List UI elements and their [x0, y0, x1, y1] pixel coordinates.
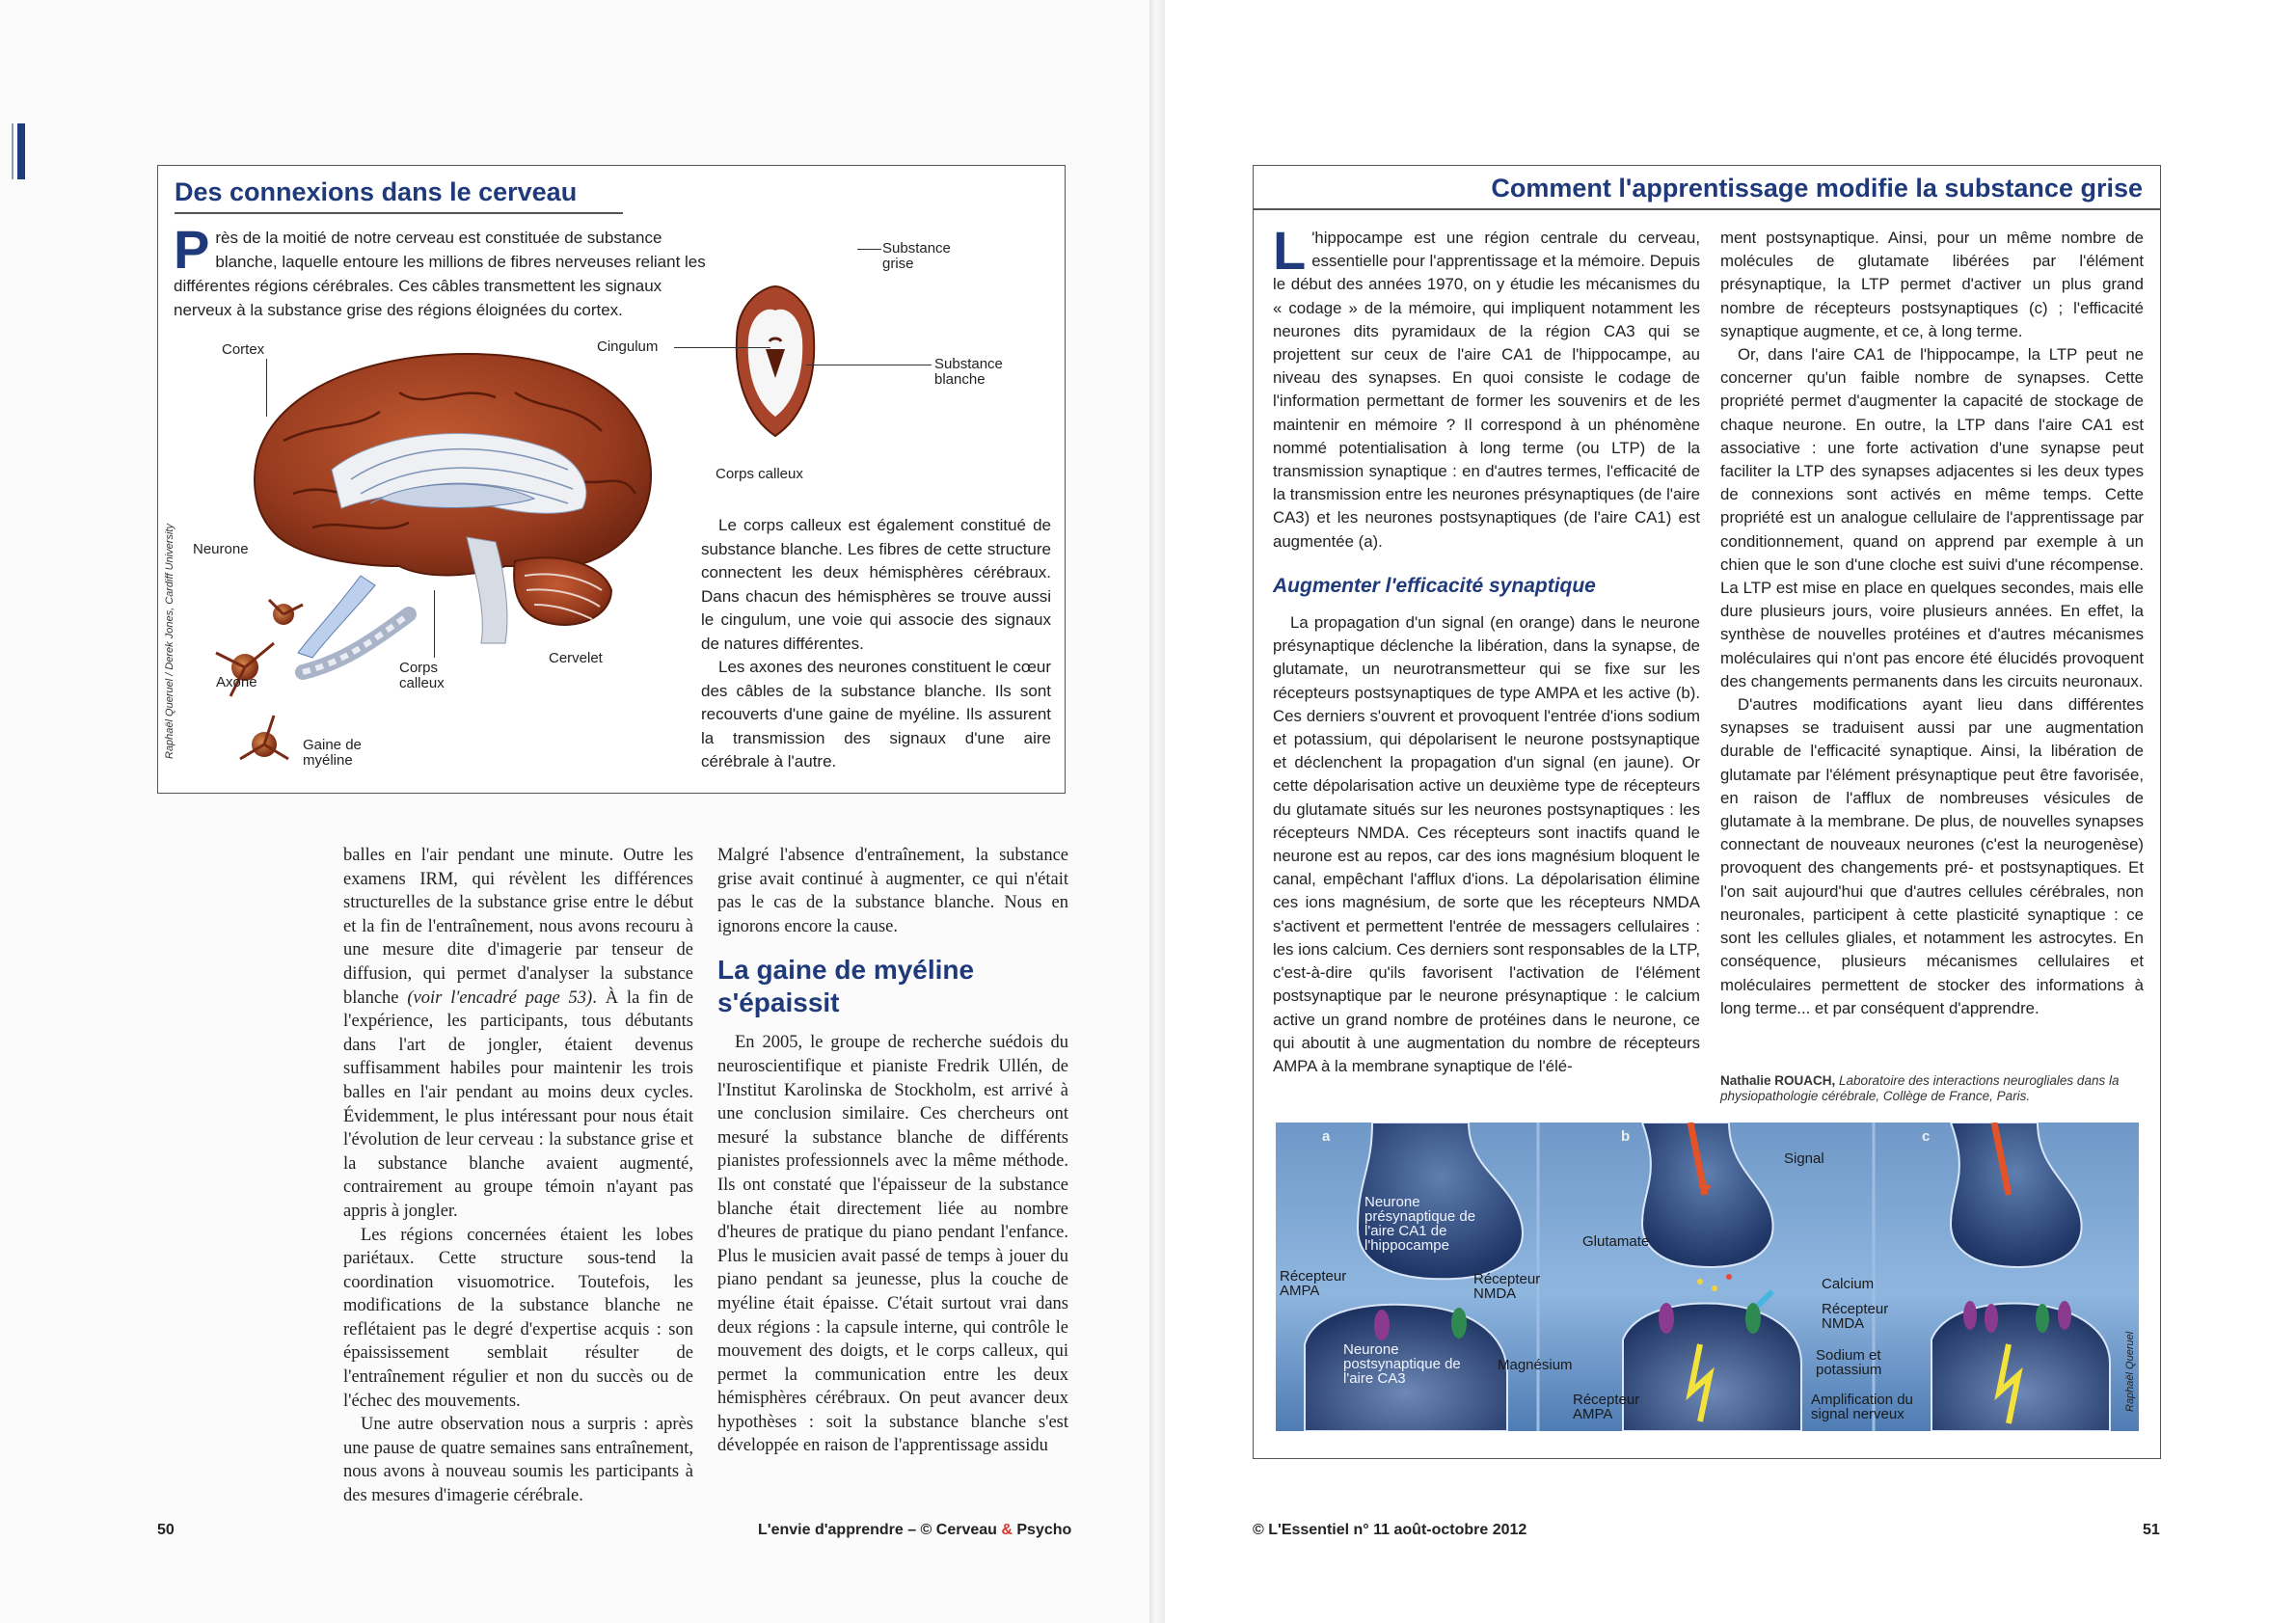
- right-page-number: 51: [2143, 1522, 2160, 1538]
- dropcap: P: [174, 219, 210, 280]
- left-page-number: 50: [157, 1522, 175, 1538]
- label-magnesium: Magnésium: [1498, 1357, 1573, 1373]
- label-recepteur-nmda-a: Récepteur NMDA: [1473, 1271, 1541, 1302]
- label-recepteur-ampa-a: Récepteur AMPA: [1280, 1268, 1347, 1299]
- panel-letter-a: a: [1322, 1128, 1331, 1145]
- label-substance-blanche: Substance blanche: [934, 356, 1003, 388]
- label-cervelet: Cervelet: [549, 650, 603, 666]
- label-corps-calleux-section: Corps calleux: [716, 466, 803, 482]
- label-cortex: Cortex: [222, 341, 265, 358]
- synapse-figure: [1276, 1123, 2139, 1431]
- lead-corps-calleux: [434, 590, 435, 658]
- right-column-1: [1273, 220, 1700, 1078]
- label-neurone-pre: Neurone présynaptique de l'aire CA1 de l'hippocampe: [1364, 1194, 1476, 1254]
- panel-letter-c: c: [1922, 1128, 1931, 1145]
- label-recepteur-nmda-c: Récepteur NMDA: [1822, 1301, 1889, 1332]
- label-cingulum: Cingulum: [597, 338, 659, 355]
- label-signal: Signal: [1784, 1150, 1824, 1167]
- label-substance-grise: Substance grise: [882, 240, 951, 272]
- article-column-2: [717, 844, 1068, 1458]
- label-calcium: Calcium: [1822, 1276, 1875, 1292]
- rcol1-p1: L 'hippocampe est une région centrale du cerveau, essentielle pour l'apprentissage et la mémoire. Depuis le début des années 1970, on y étudie les mécanismes du « codage » de la mémoire, qui impliquent notamment les neurones dits pyramidaux de la région CA3 qui se projettent sur ceux de l'aire CA1 de l'hippocampe, au niveau des synapses. En quoi consiste le codage de l'information permettant de former les souvenirs et de les maintenir en mémoire ? Il correspond à un phénomène nommé potentialisation à long terme (ou LTP) de la transmission synaptique : en d'autres termes, l'efficacité de la transmission entre les neurones présynaptiques (de l'aire CA3) et les neurones postsynaptiques (de l'aire CA1) est augmentée (a).: [1273, 220, 1700, 551]
- label-neurone-post: Neurone postsynaptique de l'aire CA3: [1343, 1341, 1461, 1387]
- brain-sagittal-illustration: [187, 325, 766, 778]
- section-heading-myeline: La gaine de myéline s'épaissit: [717, 955, 975, 1018]
- lead-cingulum: [674, 347, 770, 348]
- intro-text: rès de la moitié de notre cerveau est constituée de substance blanche, laquelle entoure les millions de fibres nerveuses reliant les différentes régions cérébrales. Ces câbles transmettent les signaux nerveux à la substance grise des régions éloignées du cortex.: [174, 229, 706, 319]
- box-text-p2: Les axones des neurones constituent le cœur des câbles de la substance blanche. Ils sont recouverts d'une gaine de myéline. Ils assurent la transmission des signaux d'une aire cérébrale à l'autre.: [701, 658, 1051, 771]
- label-sodium-potassium: Sodium et potassium: [1816, 1347, 1882, 1378]
- brain-coronal-section: [727, 282, 824, 446]
- edge-color-mark-thin: [12, 123, 14, 179]
- box-text: [701, 514, 1051, 774]
- label-amplification: Amplification du signal nerveux: [1811, 1392, 1913, 1422]
- right-column-2: [1720, 227, 2144, 1020]
- article-column-1: [343, 844, 693, 1508]
- label-recepteur-ampa-b: Récepteur AMPA: [1573, 1392, 1640, 1422]
- title-rule-right: [1254, 208, 2160, 210]
- rcol2-p2: Or, dans l'aire CA1 de l'hippocampe, la LTP peut ne concerner qu'un faible nombre de synapses. Cette propriété permet d'augmenter la capacité de stockage de chaque neurone. En outre, la LTP dans l'aire CA1 est associative : une forte activation d'une synapse peut faciliter la LTP des synapses adjacentes si les deux types de connexions sont activés en même temps. Cette propriété est un analogue cellulaire de l'apprentissage par conditionnement, quand on apprend par exemple à un chien que le son d'une cloche est suivi d'une récompense. La LTP est mise en place en quelques secondes, mais elle dure plusieurs jours, voire plusieurs années. En effet, la synthèse de nouvelles protéines et d'autres mécanismes moléculaires qui n'ont pas encore été élucidés provoquent des changements permanents dans les circuits neuronaux.: [1720, 345, 2144, 690]
- col1-p1: balles en l'air pendant une minute. Outre les examens IRM, qui révèlent les différences structurelles de la substance grise entre le début et la fin de l'entraînement, nous avons recouru à une mesure dite d'imagerie par tenseur de diffusion, qui permet d'analyser la substance blanche (voir l'encadré page 53). À la fin de l'expérience, les participants, tous débutants dans l'art de jongler, étaient devenus suffisamment habiles pour maintenir les trois balles en l'air pendant au moins deux cycles. Évidemment, le plus intéressant pour nous était l'évolution de leur cerveau : la substance grise et la substance blanche avaient augmenté, contrairement au groupe témoin n'ayant pas appris à jongler.: [343, 846, 694, 1221]
- box-intro: [174, 219, 709, 322]
- rcol2-p3: D'autres modifications ayant lieu dans différentes synapses se traduisent aussi par une augmentation durable de l'efficacité synaptique. Ainsi, la libération de glutamate par l'élément présynaptique peut être favorisée, en raison de l'afflux de nombreuses vésicules de glutamate à la membrane. De plus, de nouvelles synapses connectant de nouveaux neurones (c'est la neurogenèse) provoquent des changements pré- et postsynaptiques. Et l'on sait aujourd'hui que d'autres cellules cérébrales, non neuronales, participent à cette plasticité synaptique : ce sont les cellules gliales, et notamment les astrocytes. En conséquence, plusieurs mécanismes cellulaires et moléculaires permettent de stocker des informations à long terme... et par conséquent d'apprendre.: [1720, 695, 2144, 1017]
- edge-color-mark: [17, 123, 25, 179]
- col1-p2: Les régions concernées étaient les lobes pariétaux. Cette structure sous-tend la coordination visuomotrice. Toutefois, les modifications de la substance blanche ne reflétaient pas le degré d'expertise acquis : son épaississement semblait résulter de l'entraînement régulier et non du succès ou de l'échec des mouvements.: [343, 1225, 693, 1411]
- label-axone: Axone: [216, 674, 257, 690]
- box-text-p1: Le corps calleux est également constitué de substance blanche. Les fibres de cette structure connectent les deux hémisphères cérébraux. Dans chacun des hémisphères se trouve aussi le cingulum, une voie qui associe des signaux de natures différentes.: [701, 516, 1051, 653]
- section-heading-efficacite: Augmenter l'efficacité synaptique: [1273, 574, 1596, 597]
- title-rule: [175, 212, 623, 214]
- illustration-credit: Raphaël Queruel / Derek Jones, Cardiff University: [164, 524, 176, 759]
- right-footer-publication: © L'Essentiel n° 11 août-octobre 2012: [1253, 1522, 1527, 1538]
- label-corps-calleux: Corps calleux: [399, 660, 445, 691]
- col2-p1: Malgré l'absence d'entraînement, la substance grise avait continué à augmenter, ce qui n'était pas le cas de la substance blanche. Nous en ignorons encore la cause.: [717, 846, 1068, 936]
- box-title-right: Comment l'apprentissage modifie la substance grise: [1491, 174, 2143, 203]
- dropcap-right: L: [1273, 220, 1307, 281]
- col1-p3: Une autre observation nous a surpris : après une pause de quatre semaines sans entraînement, nous avons à nouveau soumis les participants à des mesures d'imagerie cérébrale.: [343, 1415, 693, 1506]
- page-gutter: [1149, 0, 1165, 1623]
- rcol1-p2: La propagation d'un signal (en orange) dans le neurone présynaptique déclenche la libération, dans la synapse, de glutamate, un neurotransmetteur qui se fixe sur les récepteurs postsynaptiques de type AMPA et les active (b). Ces derniers s'ouvrent et provoquent l'entrée d'ions sodium et potassium, qui dépolarisent le neurone postsynaptique et déclenchent la propagation d'un signal (en jaune). Or cette dépolarisation active un deuxième type de récepteurs du glutamate situés sur les neurones postsynaptiques : les récepteurs NMDA. Ces récepteurs sont inactifs quand le neurone est au repos, car des ions magnésium bloquent le canal, empêchant l'afflux d'ions. La dépolarisation élimine ces ions magnésium, de sorte que les récepteurs NMDA s'activent et permettent l'entrée de messagers cellulaires : les ions calcium. Ces derniers sont responsables de la LTP, c'est-à-dire qu'ils favorisent l'activation de l'élément postsynaptique par le neurone présynaptique : le calcium active un grand nombre de protéines dans le neurone, ce qui aboutit à une augmentation du nombre de récepteurs AMPA à la membrane synaptique de l'élé-: [1273, 613, 1700, 1075]
- label-gaine-myeline: Gaine de myéline: [303, 737, 362, 769]
- figure-credit: Raphaël Queruel: [2124, 1331, 2136, 1412]
- rcol2-p1: ment postsynaptique. Ainsi, pour un même nombre de molécules de glutamate libérées par l'élément présynaptique, la LTP permet d'activer un plus grand nombre de récepteurs postsynaptiques (c) ; l'efficacité synaptique augmente, et ce, à long terme.: [1720, 229, 2144, 340]
- left-footer-publication: L'envie d'apprendre – © Cerveau & Psycho: [758, 1522, 1072, 1538]
- label-glutamate: Glutamate: [1582, 1233, 1650, 1250]
- col2-p2: En 2005, le groupe de recherche suédois du neuroscientifique et pianiste Fredrik Ullén, de l'Institut Karolinska de Stockholm, est arrivé à une conclusion similaire. Ces chercheurs ont mesuré la substance blanche de différents pianistes professionnels avec la même méthode. Ils ont constaté que l'épaisseur de la substance blanche était directement liée au nombre d'heures de pratique du piano pendant l'enfance. Plus le musicien avait passé de temps à jouer du piano pendant sa jeunesse, plus la couche de myéline était épaisse. C'était surtout vrai dans deux régions : la capsule interne, qui contrôle le mouvement des doigts, et le corps calleux, qui permet la communication entre les deux hémisphères cérébraux. On peut avancer deux hypothèses : soit la substance blanche s'est développée en raison de l'apprentissage assidu: [717, 1033, 1068, 1456]
- label-neurone: Neurone: [193, 541, 249, 557]
- lead-substance-grise: [857, 249, 881, 250]
- box-title: Des connexions dans le cerveau: [175, 177, 578, 206]
- panel-letter-b: b: [1621, 1128, 1631, 1145]
- connections-box: [157, 165, 1066, 794]
- lead-cortex: [266, 359, 267, 417]
- author-signature: Nathalie ROUACH, Laboratoire des interactions neurogliales dans la physiopathologie cérébrale, Collège de France, Paris.: [1720, 1073, 2120, 1103]
